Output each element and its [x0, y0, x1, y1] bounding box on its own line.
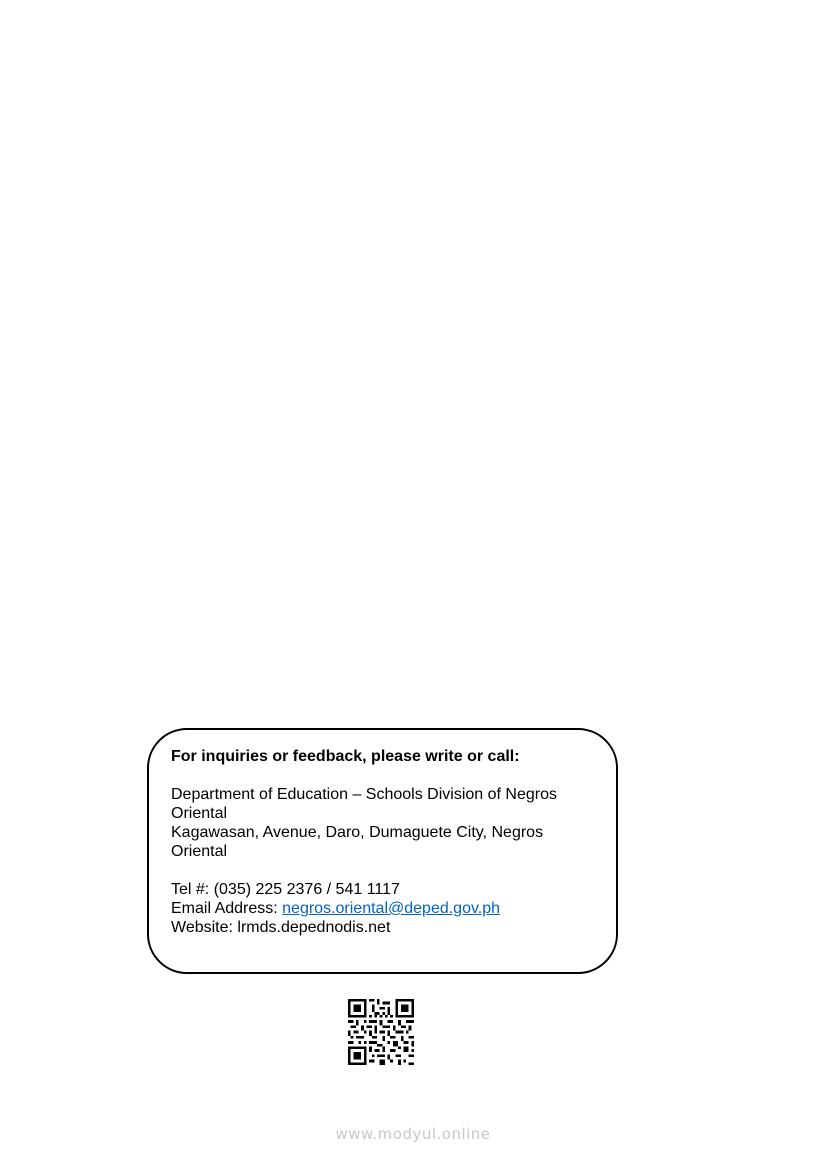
email-link[interactable]: negros.oriental@deped.gov.ph	[282, 900, 501, 917]
watermark: www.modyul.online	[335, 1125, 491, 1143]
telephone-line: Tel #: (035) 225 2376 / 541 1117	[171, 881, 400, 898]
address-line-1: Kagawasan, Avenue, Daro, Dumaguete City, Negros	[171, 824, 544, 841]
organization-line-2: Oriental	[171, 805, 228, 822]
address-line-2: Oriental	[171, 843, 228, 860]
website-line: Website: lrmds.depednodis.net	[171, 919, 391, 936]
email-label: Email Address:	[171, 900, 283, 917]
organization-line-1: Department of Education – Schools Division of Negros	[171, 786, 557, 803]
contact-box	[147, 728, 618, 974]
organization-address-block	[171, 785, 598, 861]
contact-content	[171, 747, 598, 937]
contact-details-block	[171, 880, 598, 937]
email-line	[171, 899, 598, 918]
qr-code-icon	[348, 999, 414, 1065]
contact-heading: For inquiries or feedback, please write or call:	[171, 748, 520, 765]
